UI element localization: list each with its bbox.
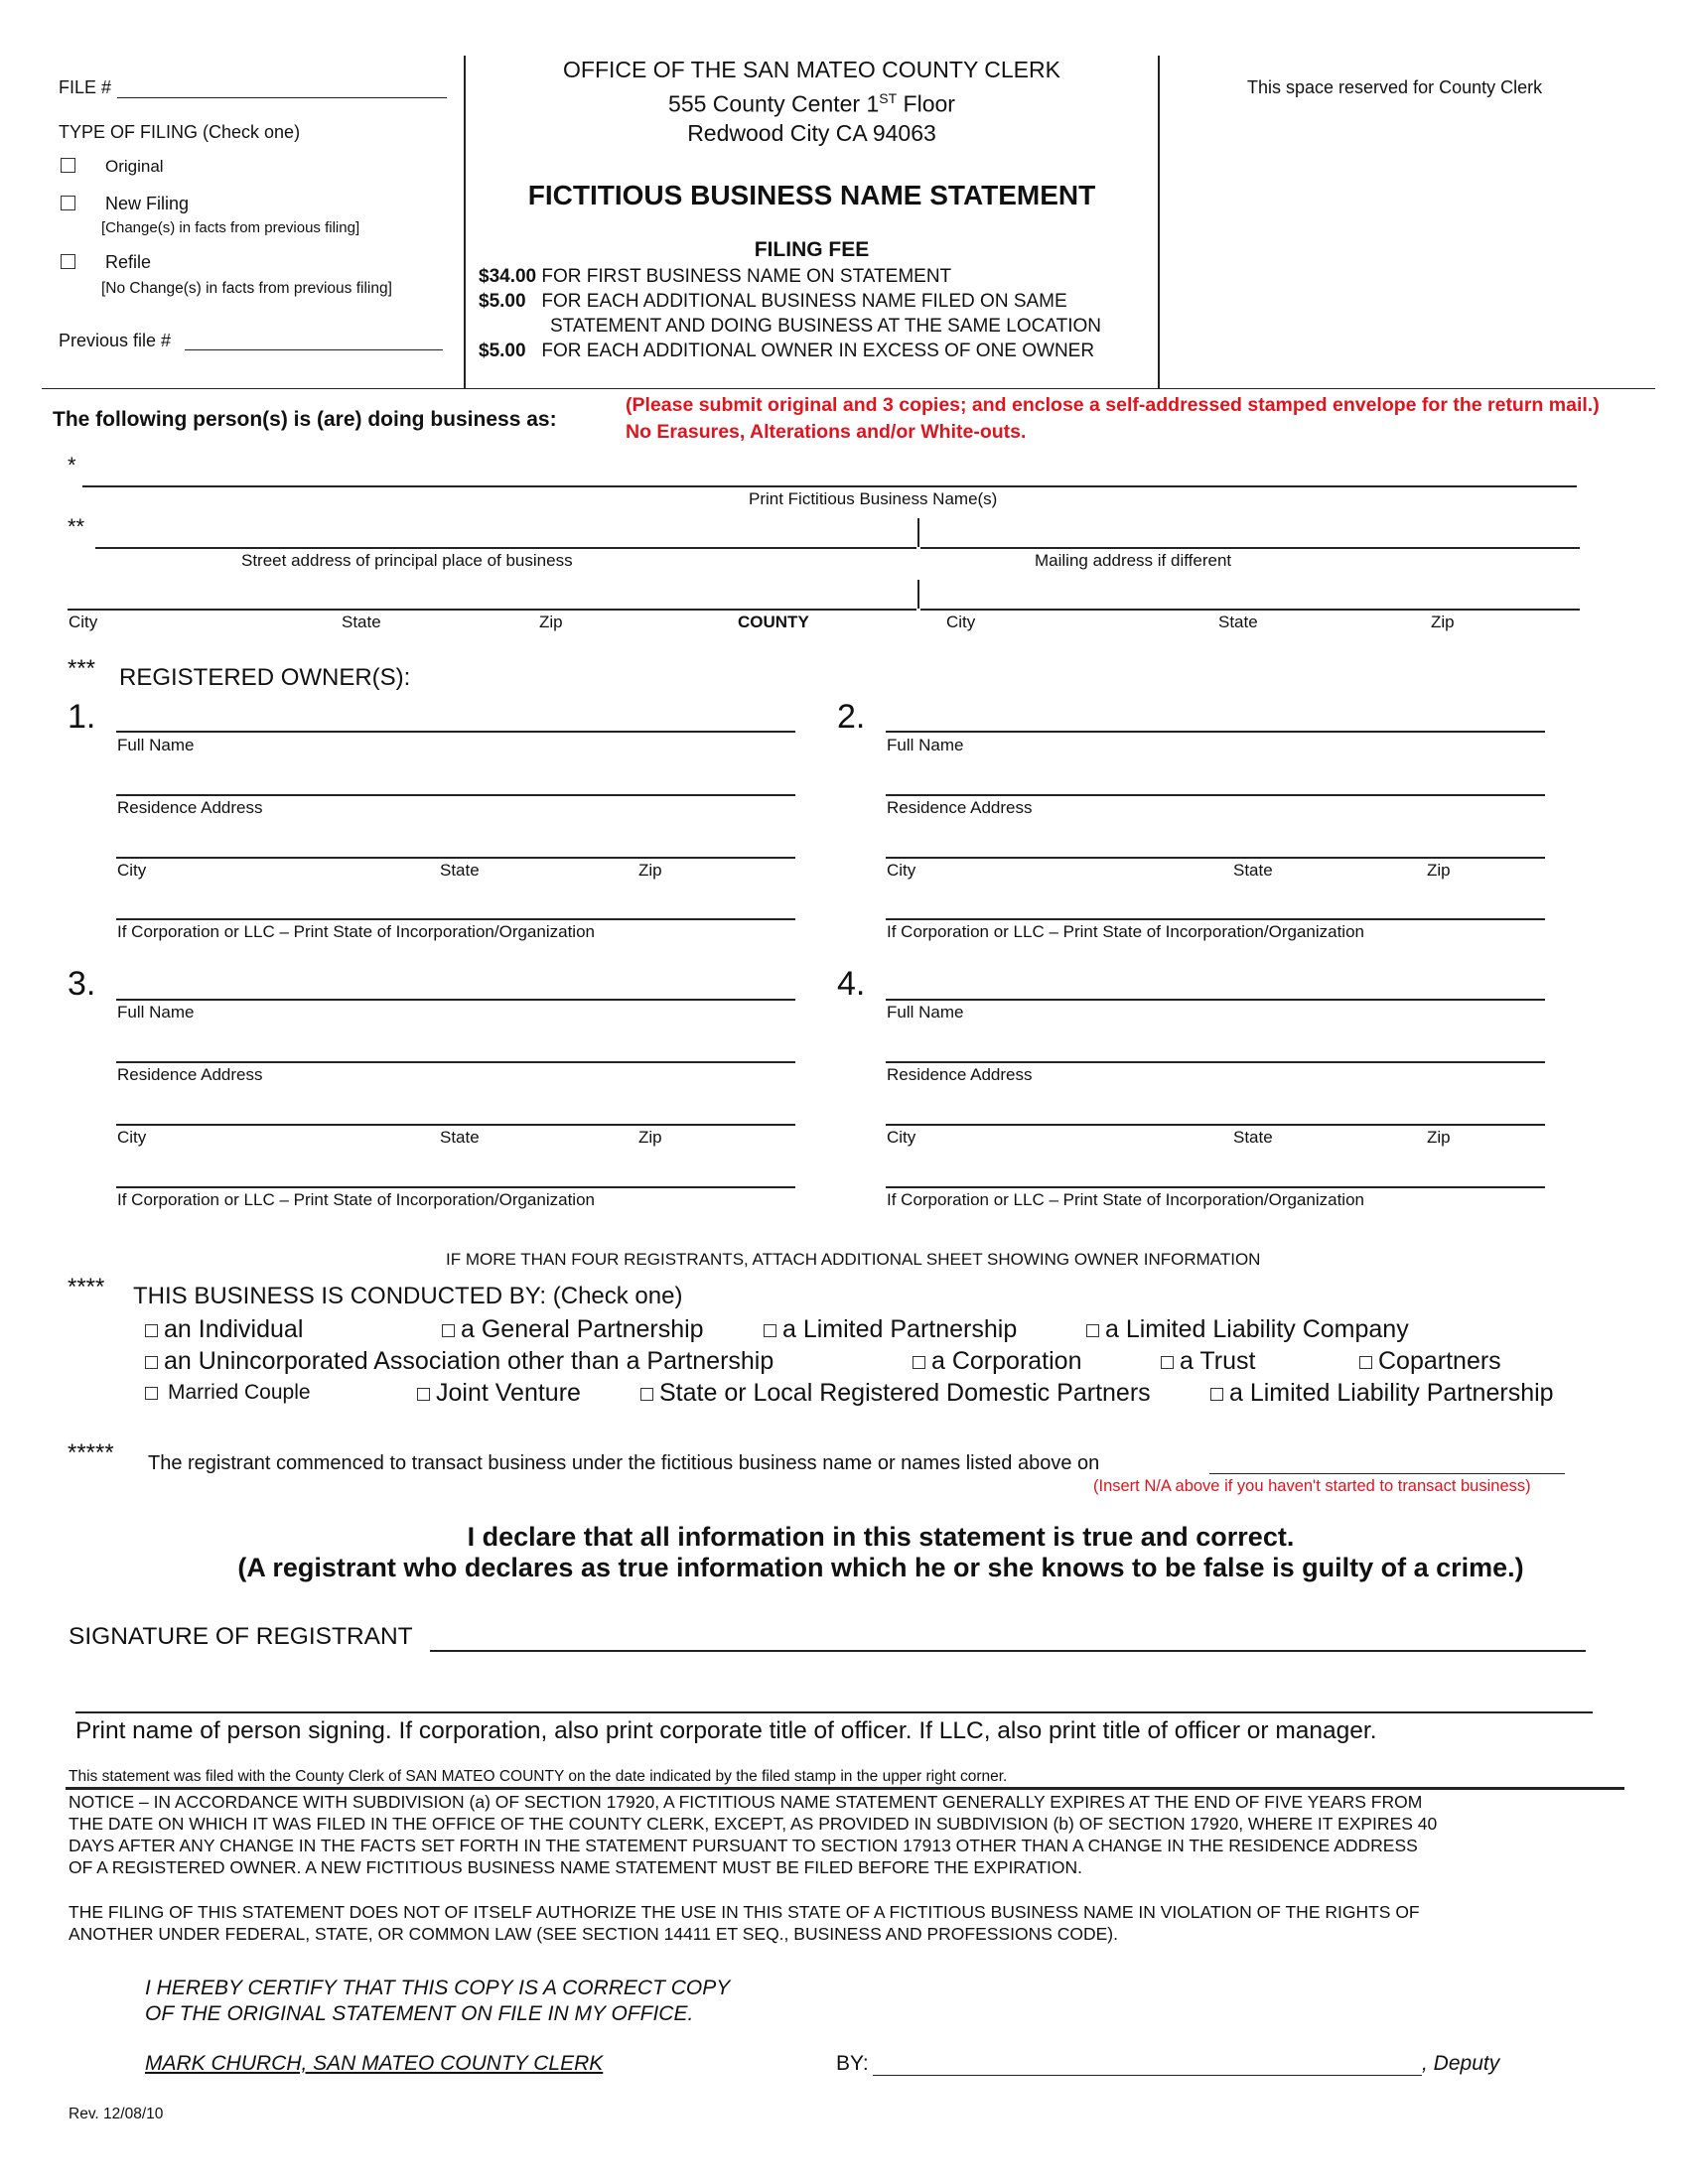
expiration-notice: NOTICE – IN ACCORDANCE WITH SUBDIVISION (a) OF SECTION 17920, A FICTITIOUS NAME STATEMENT GENERALLY EXPIRES AT THE END OF FIVE YEARS FROM THE DATE ON WHICH IT WAS FILED IN THE OFFICE OF THE COUNTY CLERK, EXCEPT, AS PROVIDED IN SUBDIVISION (b) OF SECTION 17920, WHERE IT EXPIRES 40 DAYS AFTER ANY CHANGE IN THE FACTS SET FORTH IN THE STATEMENT PURSUANT TO SECTION 17913 OTHER THAN A CHANGE IN THE RESIDENCE ADDRESS OF A REGISTERED OWNER. A NEW FICTITIOUS BUSINESS NAME STATEMENT MUST BE FILED BEFORE THE EXPIRATION. <box>69 1792 1438 1877</box>
residence-address-label: Residence Address <box>887 798 1033 817</box>
residence-address-label: Residence Address <box>117 1065 263 1084</box>
state-label: State <box>440 861 480 880</box>
footer-rule <box>66 1787 1624 1790</box>
header-bottom-rule <box>42 388 1655 389</box>
full-name-field[interactable] <box>886 731 1545 733</box>
owner-number: 3. <box>68 965 96 1003</box>
filing-notice: THE FILING OF THIS STATEMENT DOES NOT OF ITSELF AUTHORIZE THE USE IN THIS STATE OF A FICTITIOUS BUSINESS NAME IN VIOLATION OF THE RIGHTS OF ANOTHER UNDER FEDERAL, STATE, OR COMMON LAW (SEE SECTION 14411 ET SEQ., BUSINESS AND PROFESSIONS CODE). <box>69 1902 1420 1944</box>
city-state-zip-field[interactable] <box>886 1124 1545 1126</box>
more-registrants-note: IF MORE THAN FOUR REGISTRANTS, ATTACH ADDITIONAL SHEET SHOWING OWNER INFORMATION <box>446 1250 1261 1269</box>
previous-file-label: Previous file # <box>59 331 172 350</box>
reserved-space-label: This space reserved for County Clerk <box>1247 77 1543 97</box>
business-name-star: * <box>68 453 76 478</box>
checkbox-icon <box>764 1324 776 1337</box>
checkbox-icon <box>417 1388 430 1401</box>
residence-address-field[interactable] <box>886 794 1545 796</box>
city-state-zip-field[interactable] <box>116 1124 795 1126</box>
zip-label: Zip <box>1427 861 1451 880</box>
conducted-title: THIS BUSINESS IS CONDUCTED BY: (Check one) <box>133 1283 683 1309</box>
new-filing-checkbox[interactable] <box>61 196 75 210</box>
checkbox-icon <box>145 1324 158 1337</box>
full-name-field[interactable] <box>886 999 1545 1001</box>
option-corporation[interactable]: a Corporation <box>913 1347 1081 1376</box>
previous-file-field[interactable] <box>185 349 443 350</box>
checkbox-icon <box>442 1324 455 1337</box>
fee-row-2: $5.00 FOR EACH ADDITIONAL BUSINESS NAME FILED ON SAME <box>479 291 1067 312</box>
address-stars: ** <box>68 514 85 539</box>
original-checkbox[interactable] <box>61 158 75 173</box>
city-label: City <box>69 613 98 631</box>
file-number-label: FILE # <box>59 77 112 97</box>
state-label: State <box>342 613 381 631</box>
checkbox-icon <box>145 1387 158 1400</box>
incorporation-state-field[interactable] <box>886 1186 1545 1188</box>
county-label: COUNTY <box>738 613 809 631</box>
owner-number: 1. <box>68 698 96 736</box>
signature-field[interactable] <box>430 1650 1586 1652</box>
option-llc[interactable]: a Limited Liability Company <box>1086 1315 1409 1344</box>
signature-label: SIGNATURE OF REGISTRANT <box>69 1623 413 1650</box>
option-limited-partnership[interactable]: a Limited Partnership <box>764 1315 1017 1344</box>
fee-row-3: STATEMENT AND DOING BUSINESS AT THE SAME LOCATION <box>550 316 1101 337</box>
checkbox-icon <box>1210 1388 1223 1401</box>
city-divider <box>917 580 919 609</box>
commenced-date-field[interactable] <box>1209 1473 1565 1474</box>
submission-notice: (Please submit original and 3 copies; and enclose a self-addressed stamped envelope for the return mail.) <box>626 394 1600 416</box>
full-name-label: Full Name <box>887 736 964 754</box>
mailing-zip-label: Zip <box>1431 613 1455 631</box>
mailing-address-label: Mailing address if different <box>1035 551 1232 570</box>
filed-note: This statement was filed with the County Clerk of SAN MATEO COUNTY on the date indicated by the filed stamp in the upper right corner. <box>69 1768 1008 1785</box>
checkbox-icon <box>913 1356 925 1369</box>
deputy-label: , Deputy <box>1422 2052 1500 2075</box>
owners-stars: *** <box>68 655 96 682</box>
printed-name-field[interactable] <box>75 1711 1593 1713</box>
zip-label: Zip <box>638 1128 662 1147</box>
mailing-state-label: State <box>1218 613 1258 631</box>
mailing-city-label: City <box>946 613 976 631</box>
new-filing-note: [Change(s) in facts from previous filing] <box>101 219 360 236</box>
checkbox-icon <box>1161 1356 1174 1369</box>
owner-number: 4. <box>837 965 866 1003</box>
city-state-zip-field[interactable] <box>116 857 795 859</box>
full-name-label: Full Name <box>117 1003 195 1022</box>
residence-address-field[interactable] <box>116 1061 795 1063</box>
incorporation-state-field[interactable] <box>116 1186 795 1188</box>
original-label: Original <box>105 157 164 176</box>
no-erasures-notice: No Erasures, Alterations and/or White-outs. <box>626 421 1027 443</box>
checkbox-icon <box>1359 1356 1372 1369</box>
header-divider-right <box>1158 56 1160 389</box>
state-label: State <box>1233 861 1273 880</box>
deputy-signature-field[interactable] <box>873 2075 1422 2076</box>
zip-label: Zip <box>539 613 563 631</box>
refile-label: Refile <box>105 252 152 272</box>
refile-checkbox[interactable] <box>61 254 75 269</box>
option-individual[interactable]: an Individual <box>145 1315 303 1344</box>
business-name-label: Print Fictitious Business Name(s) <box>749 489 998 508</box>
full-name-label: Full Name <box>117 736 195 754</box>
doing-business-intro: The following person(s) is (are) doing business as: <box>53 408 557 431</box>
declaration-line-2: (A registrant who declares as true information which he or she knows to be false is guilty of a crime.) <box>237 1553 1524 1582</box>
commenced-note: (Insert N/A above if you haven't started to transact business) <box>1093 1477 1531 1495</box>
office-street: 555 County Center 1ST Floor <box>668 90 955 117</box>
new-filing-label: New Filing <box>105 194 190 213</box>
header-divider-left <box>464 56 466 389</box>
city-state-zip-field[interactable] <box>68 609 916 611</box>
option-domestic-partners[interactable]: State or Local Registered Domestic Partners <box>640 1379 1151 1408</box>
office-address <box>467 56 1157 148</box>
clerk-name: MARK CHURCH, SAN MATEO COUNTY CLERK <box>145 2052 604 2075</box>
mailing-city-field[interactable] <box>920 609 1580 611</box>
city-label: City <box>887 1128 916 1147</box>
incorporation-label: If Corporation or LLC – Print State of Incorporation/Organization <box>887 922 1364 941</box>
mailing-address-field[interactable] <box>920 547 1580 549</box>
city-label: City <box>117 1128 147 1147</box>
fee-row-1: $34.00 FOR FIRST BUSINESS NAME ON STATEMENT <box>479 266 952 287</box>
file-number-field[interactable] <box>117 97 447 98</box>
residence-address-field[interactable] <box>886 1061 1545 1063</box>
filing-type-label: TYPE OF FILING (Check one) <box>59 122 301 142</box>
incorporation-state-field[interactable] <box>886 918 1545 920</box>
option-unincorporated-association[interactable]: an Unincorporated Association other than a Partnership <box>145 1347 774 1376</box>
incorporation-label: If Corporation or LLC – Print State of Incorporation/Organization <box>887 1190 1364 1209</box>
refile-note: [No Change(s) in facts from previous filing] <box>101 280 392 297</box>
revision-label: Rev. 12/08/10 <box>69 2106 164 2122</box>
zip-label: Zip <box>1427 1128 1451 1147</box>
state-label: State <box>1233 1128 1273 1147</box>
residence-address-label: Residence Address <box>887 1065 1033 1084</box>
state-label: State <box>440 1128 480 1147</box>
filing-fee-list <box>479 264 1101 363</box>
full-name-label: Full Name <box>887 1003 964 1022</box>
commenced-text: The registrant commenced to transact business under the fictitious business name or names listed above on <box>148 1452 1100 1474</box>
office-city: Redwood City CA 94063 <box>687 119 936 146</box>
declaration-line-1: I declare that all information in this statement is true and correct. <box>467 1522 1295 1552</box>
option-general-partnership[interactable]: a General Partnership <box>442 1315 704 1344</box>
by-label: BY: <box>836 2052 869 2075</box>
checkbox-icon <box>640 1388 653 1401</box>
printed-name-label: Print name of person signing. If corporation, also print corporate title of officer. If LLC, also print title of officer or manager. <box>75 1717 1377 1744</box>
form-title: FICTITIOUS BUSINESS NAME STATEMENT <box>527 180 1096 210</box>
zip-label: Zip <box>638 861 662 880</box>
filing-fee-title: FILING FEE <box>754 238 870 261</box>
incorporation-state-field[interactable] <box>116 918 795 920</box>
owners-title: REGISTERED OWNER(S): <box>119 664 411 691</box>
address-divider <box>917 518 919 547</box>
option-married-couple[interactable]: Married Couple <box>145 1381 311 1405</box>
option-copartners[interactable]: Copartners <box>1359 1347 1501 1376</box>
full-name-field[interactable] <box>116 999 795 1001</box>
street-address-field[interactable] <box>95 547 916 549</box>
certification: I HEREBY CERTIFY THAT THIS COPY IS A CORRECT COPY OF THE ORIGINAL STATEMENT ON FILE IN MY OFFICE. <box>145 1977 731 2025</box>
checkbox-icon <box>145 1356 158 1369</box>
fee-row-4: $5.00 FOR EACH ADDITIONAL OWNER IN EXCESS OF ONE OWNER <box>479 341 1095 361</box>
city-state-zip-field[interactable] <box>886 857 1545 859</box>
residence-address-field[interactable] <box>116 794 795 796</box>
city-label: City <box>887 861 916 880</box>
option-llp[interactable]: a Limited Liability Partnership <box>1210 1379 1554 1408</box>
checkbox-icon <box>1086 1324 1099 1337</box>
option-trust[interactable]: a Trust <box>1161 1347 1255 1376</box>
incorporation-label: If Corporation or LLC – Print State of Incorporation/Organization <box>117 922 595 941</box>
commenced-stars: ***** <box>68 1439 114 1466</box>
full-name-field[interactable] <box>116 731 795 733</box>
city-label: City <box>117 861 147 880</box>
business-name-field[interactable] <box>82 485 1577 487</box>
option-joint-venture[interactable]: Joint Venture <box>417 1379 581 1408</box>
incorporation-label: If Corporation or LLC – Print State of Incorporation/Organization <box>117 1190 595 1209</box>
office-name: OFFICE OF THE SAN MATEO COUNTY CLERK <box>563 57 1060 82</box>
conducted-stars: **** <box>68 1274 105 1300</box>
residence-address-label: Residence Address <box>117 798 263 817</box>
street-address-label: Street address of principal place of business <box>241 551 573 570</box>
owner-number: 2. <box>837 698 866 736</box>
